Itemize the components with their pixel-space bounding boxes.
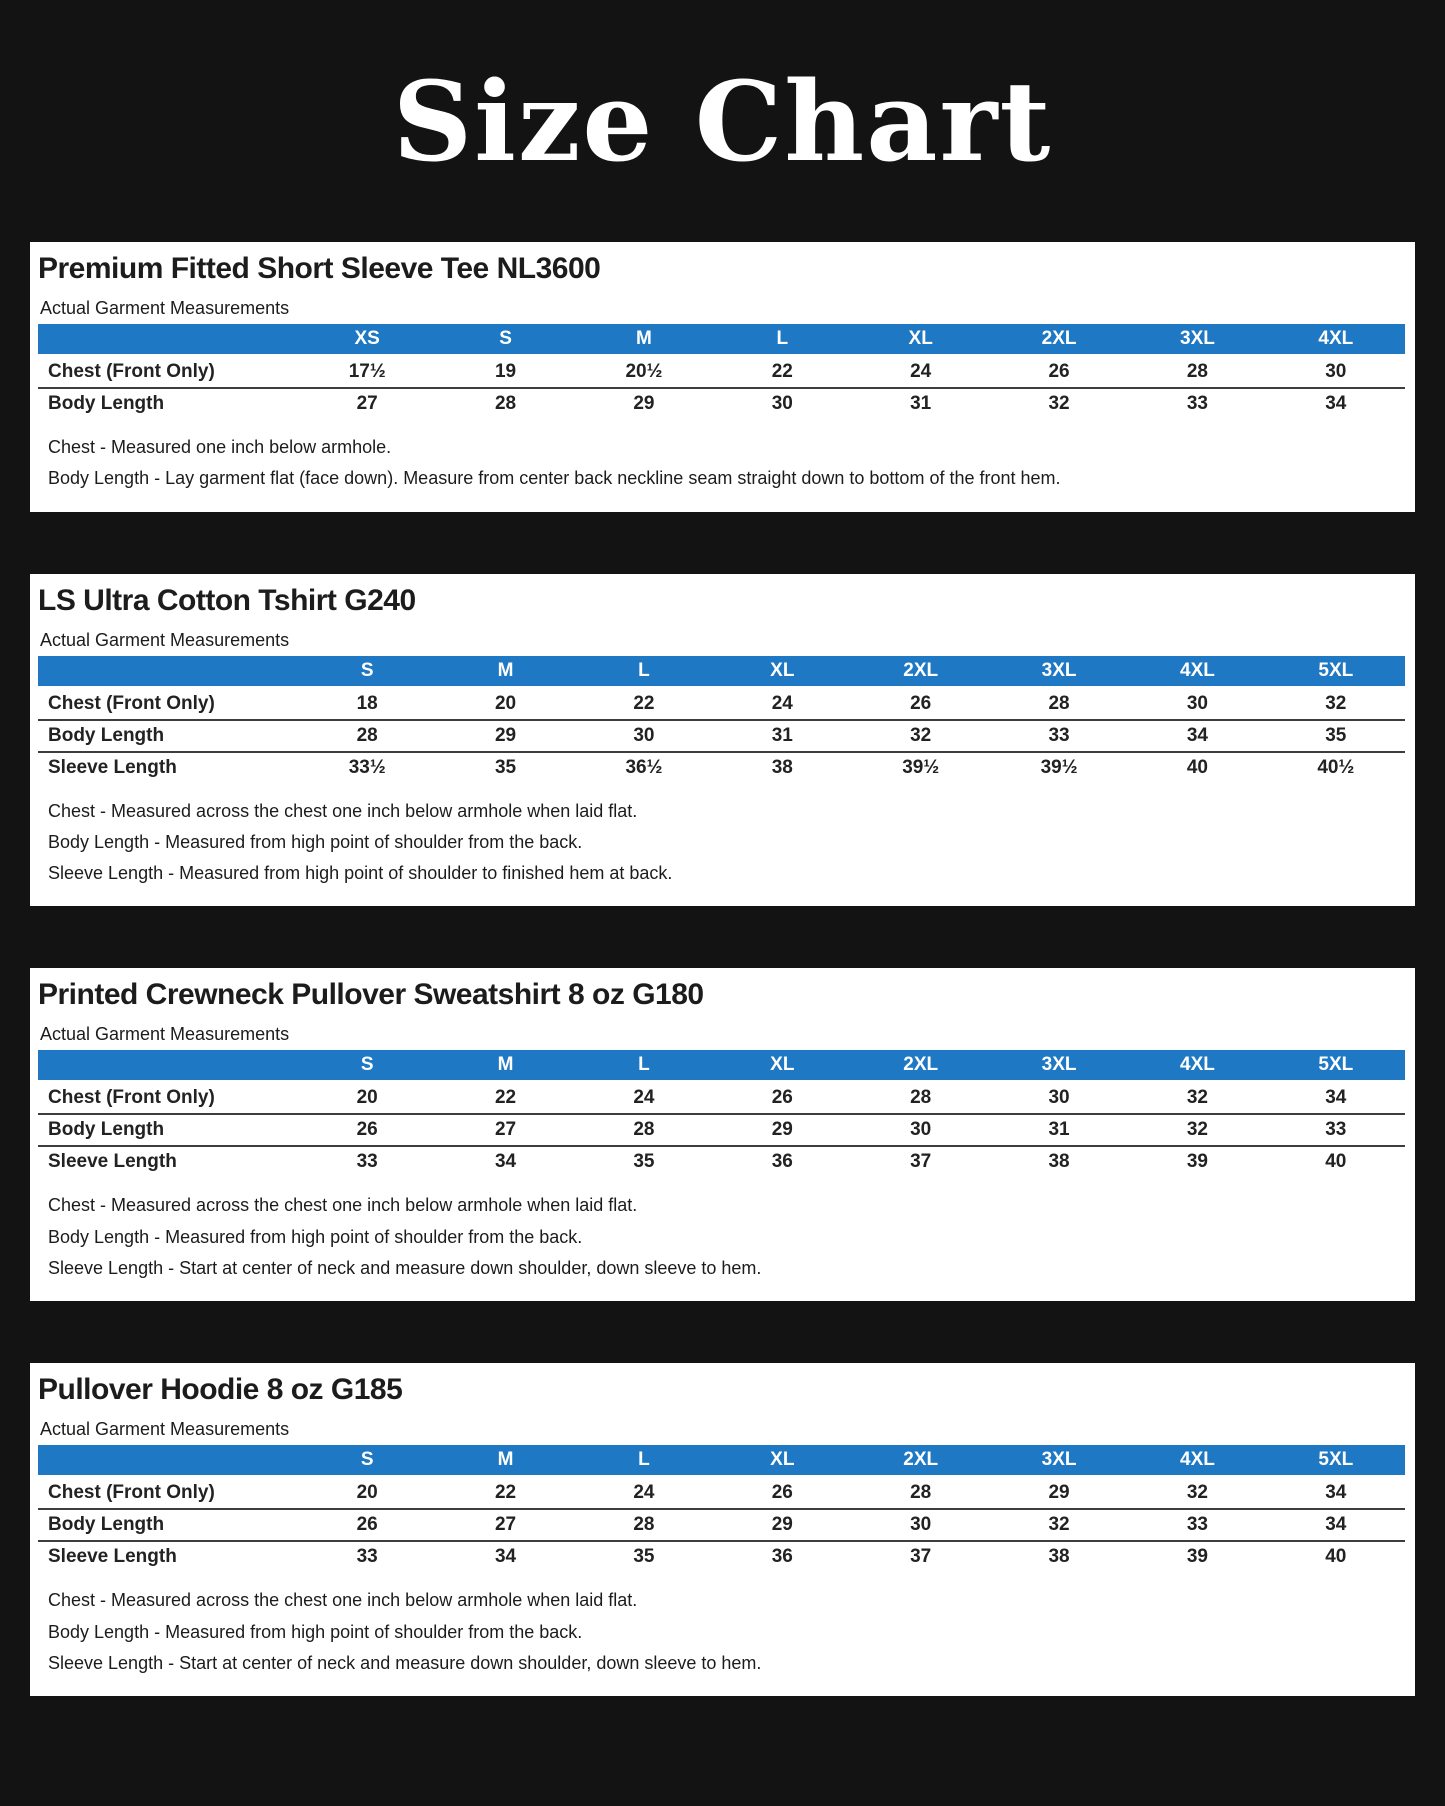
- measurement-value: 28: [1048, 692, 1070, 714]
- size-table-head: [38, 656, 1405, 688]
- measurement-value: 20½: [625, 361, 663, 382]
- size-column-header: 5XL: [1267, 1445, 1405, 1477]
- measurement-value: 18: [356, 692, 378, 714]
- measurement-value: 34: [1325, 1482, 1347, 1504]
- measurement-value: 32: [1186, 1087, 1208, 1109]
- garment-title: Pullover Hoodie 8 oz G185: [38, 1373, 403, 1407]
- measurement-note: Chest - Measured across the chest one inch below armhole when laid flat.: [48, 1195, 638, 1216]
- size-column-header: XL: [713, 1445, 851, 1477]
- size-column-header: M: [436, 1445, 574, 1477]
- measurement-row: [38, 687, 1405, 720]
- measurement-value: 28: [436, 388, 574, 419]
- size-table-body: [38, 1082, 1405, 1178]
- measurement-note: Body Length - Lay garment flat (face down). Measure from center back neckline seam straight down to bottom of the front hem.: [48, 468, 1061, 489]
- size-header-spacer: [38, 1050, 298, 1082]
- measurement-value: 30: [1048, 1087, 1070, 1109]
- measurement-value: 28: [298, 720, 436, 752]
- size-table: [38, 1050, 1405, 1177]
- measurement-row-label: Sleeve Length: [38, 1541, 298, 1572]
- measurement-notes: [48, 1588, 1405, 1675]
- measurements-subtitle: Actual Garment Measurements: [40, 298, 290, 318]
- measurement-value: 32: [852, 720, 990, 752]
- measurement-value: 31: [990, 1114, 1128, 1146]
- measurement-value: 38: [990, 1541, 1128, 1572]
- measurement-value: 40: [1267, 1146, 1405, 1177]
- measurement-value: 40½: [1267, 752, 1405, 783]
- size-column-header: S: [298, 1445, 436, 1477]
- measurement-row-label: Sleeve Length: [38, 1146, 298, 1177]
- measurement-value: 24: [771, 692, 793, 714]
- size-column-header: 2XL: [852, 1050, 990, 1082]
- measurement-note: Sleeve Length - Measured from high point of shoulder to finished hem at back.: [48, 863, 673, 884]
- measurement-value: 39½: [852, 752, 990, 783]
- measurement-row: [38, 1146, 1405, 1177]
- measurement-value: 35: [575, 1146, 713, 1177]
- measurement-row: [38, 1477, 1405, 1510]
- measurement-value: 28: [575, 1114, 713, 1146]
- measurement-value: 26: [771, 1482, 793, 1504]
- measurement-value: 33: [298, 1146, 436, 1177]
- size-column-header: S: [436, 324, 574, 356]
- measurement-value: 31: [852, 388, 990, 419]
- measurement-value: 19: [494, 361, 517, 382]
- measurement-value: 36½: [575, 752, 713, 783]
- size-column-header: 3XL: [990, 1050, 1128, 1082]
- measurement-value: 20: [494, 692, 517, 714]
- measurement-row: [38, 388, 1405, 419]
- measurements-subtitle: Actual Garment Measurements: [40, 629, 290, 650]
- measurement-value: 38: [990, 1146, 1128, 1177]
- measurement-value: 26: [771, 1087, 793, 1109]
- measurement-value: 27: [436, 1114, 574, 1146]
- measurement-value: 33½: [298, 752, 436, 783]
- measurement-value: 33: [990, 720, 1128, 752]
- size-column-header: 4XL: [1128, 656, 1266, 688]
- measurement-value: 22: [494, 1087, 517, 1109]
- size-column-header: 5XL: [1267, 656, 1405, 688]
- garment-title: LS Ultra Cotton Tshirt G240: [38, 583, 416, 617]
- measurement-value: 29: [436, 720, 574, 752]
- measurement-value: 36: [713, 1541, 851, 1572]
- measurement-value: 30: [852, 1509, 990, 1541]
- size-table-body: [38, 356, 1405, 420]
- panels-container: [0, 242, 1445, 1696]
- measurement-value: 30: [1186, 692, 1208, 714]
- measurement-value: 34: [1267, 388, 1405, 419]
- size-column-header: XS: [298, 324, 436, 356]
- size-column-header: L: [575, 1445, 713, 1477]
- measurement-value: 27: [298, 388, 436, 419]
- size-column-header: L: [713, 324, 851, 356]
- size-column-header: 2XL: [852, 656, 990, 688]
- measurement-value: 22: [771, 361, 793, 382]
- garment-title: Printed Crewneck Pullover Sweatshirt 8 oz G180: [38, 978, 704, 1012]
- measurement-value: 29: [575, 388, 713, 419]
- size-column-header: XL: [852, 324, 990, 356]
- size-table-panel: [30, 1363, 1415, 1696]
- measurement-value: 37: [852, 1146, 990, 1177]
- size-column-header: L: [575, 1050, 713, 1082]
- measurement-value: 26: [298, 1114, 436, 1146]
- measurement-value: 33: [1267, 1114, 1405, 1146]
- size-table: [38, 1445, 1405, 1572]
- measurement-value: 33: [1128, 388, 1266, 419]
- measurement-row-label: Sleeve Length: [38, 752, 298, 783]
- size-table-body: [38, 687, 1405, 783]
- size-table-panel: [30, 968, 1415, 1301]
- size-column-header: 5XL: [1267, 1050, 1405, 1082]
- size-column-header: 4XL: [1267, 324, 1405, 356]
- measurement-note: Body Length - Measured from high point of shoulder from the back.: [48, 1226, 583, 1247]
- size-header-row: [38, 1445, 1405, 1477]
- size-header-row: [38, 324, 1405, 356]
- measurement-value: 40: [1128, 752, 1266, 783]
- measurement-value: 35: [575, 1541, 713, 1572]
- measurement-value: 28: [575, 1509, 713, 1541]
- measurement-value: 32: [1186, 1482, 1208, 1504]
- measurement-note: Chest - Measured across the chest one inch below armhole when laid flat.: [48, 800, 638, 821]
- measurement-value: 22: [494, 1482, 517, 1504]
- size-column-header: 4XL: [1128, 1445, 1266, 1477]
- measurement-row: [38, 1541, 1405, 1572]
- measurement-value: 32: [1325, 692, 1347, 714]
- size-column-header: 3XL: [1128, 324, 1266, 356]
- measurement-value: 26: [1048, 361, 1070, 382]
- measurements-subtitle: Actual Garment Measurements: [40, 1024, 290, 1045]
- size-table: [38, 324, 1405, 419]
- measurement-notes: [48, 435, 1405, 491]
- measurement-row-label: Body Length: [38, 1114, 298, 1146]
- size-table-panel: [30, 242, 1415, 512]
- measurement-value: 28: [1186, 361, 1208, 382]
- measurement-value: 27: [436, 1509, 574, 1541]
- measurement-value: 32: [990, 1509, 1128, 1541]
- size-column-header: 4XL: [1128, 1050, 1266, 1082]
- measurement-value: 34: [1325, 1087, 1347, 1109]
- measurement-value: 34: [1128, 720, 1266, 752]
- size-column-header: 3XL: [990, 656, 1128, 688]
- measurement-value: 39: [1128, 1146, 1266, 1177]
- measurement-value: 28: [910, 1087, 932, 1109]
- measurement-value: 30: [713, 388, 851, 419]
- size-header-row: [38, 656, 1405, 688]
- size-column-header: 2XL: [852, 1445, 990, 1477]
- measurement-value: 24: [633, 1482, 655, 1504]
- measurement-note: Body Length - Measured from high point of shoulder from the back.: [48, 831, 583, 852]
- size-table-panel: [30, 574, 1415, 907]
- measurement-row-label: Body Length: [38, 720, 298, 752]
- measurement-value: 33: [298, 1541, 436, 1572]
- measurement-value: 24: [910, 361, 932, 382]
- size-column-header: M: [436, 1050, 574, 1082]
- measurement-value: 37: [852, 1541, 990, 1572]
- measurement-row-label: Chest (Front Only): [48, 1482, 215, 1504]
- size-table-body: [38, 1477, 1405, 1573]
- garment-title: Premium Fitted Short Sleeve Tee NL3600: [38, 252, 601, 285]
- measurement-value: 39: [1128, 1541, 1266, 1572]
- measurement-value: 29: [713, 1509, 851, 1541]
- measurement-value: 24: [633, 1087, 655, 1109]
- measurement-value: 30: [575, 720, 713, 752]
- measurement-row: [38, 356, 1405, 389]
- size-column-header: S: [298, 1050, 436, 1082]
- measurement-value: 22: [633, 692, 655, 714]
- measurement-row: [38, 720, 1405, 752]
- measurement-row-label: Chest (Front Only): [48, 1087, 215, 1109]
- size-column-header: L: [575, 656, 713, 688]
- size-header-spacer: [38, 1445, 298, 1477]
- measurement-value: 39½: [990, 752, 1128, 783]
- page-title: Size Chart: [392, 56, 1053, 186]
- size-column-header: 2XL: [990, 324, 1128, 356]
- measurement-note: Chest - Measured one inch below armhole.: [48, 437, 392, 457]
- measurements-subtitle: Actual Garment Measurements: [40, 1419, 290, 1440]
- measurement-value: 30: [852, 1114, 990, 1146]
- measurement-value: 30: [1325, 361, 1347, 382]
- measurement-value: 32: [1128, 1114, 1266, 1146]
- size-column-header: 3XL: [990, 1445, 1128, 1477]
- size-table: [38, 656, 1405, 783]
- measurement-value: 29: [1048, 1482, 1070, 1504]
- measurement-value: 35: [436, 752, 574, 783]
- measurement-value: 34: [436, 1146, 574, 1177]
- measurement-value: 34: [436, 1541, 574, 1572]
- measurement-value: 38: [713, 752, 851, 783]
- measurement-row: [38, 1509, 1405, 1541]
- size-table-head: [38, 1050, 1405, 1082]
- size-header-spacer: [38, 324, 298, 356]
- size-header-row: [38, 1050, 1405, 1082]
- measurement-value: 31: [713, 720, 851, 752]
- measurement-value: 20: [356, 1087, 378, 1109]
- measurement-row-label: Body Length: [38, 388, 298, 419]
- measurement-value: 40: [1267, 1541, 1405, 1572]
- measurement-row-label: Chest (Front Only): [48, 361, 215, 382]
- page-header: [0, 0, 1445, 242]
- measurement-value: 26: [298, 1509, 436, 1541]
- measurement-row: [38, 752, 1405, 783]
- measurement-row: [38, 1114, 1405, 1146]
- size-column-header: XL: [713, 656, 851, 688]
- measurement-notes: [48, 799, 1405, 886]
- measurement-value: 26: [910, 692, 932, 714]
- measurement-value: 35: [1267, 720, 1405, 752]
- measurement-note: Sleeve Length - Start at center of neck and measure down shoulder, down sleeve to hem.: [48, 1652, 762, 1673]
- measurement-row-label: Body Length: [38, 1509, 298, 1541]
- measurement-note: Sleeve Length - Start at center of neck and measure down shoulder, down sleeve to hem.: [48, 1258, 762, 1279]
- measurement-value: 34: [1267, 1509, 1405, 1541]
- size-column-header: M: [436, 656, 574, 688]
- measurement-note: Chest - Measured across the chest one inch below armhole when laid flat.: [48, 1590, 638, 1611]
- size-header-spacer: [38, 656, 298, 688]
- measurement-row-label: Chest (Front Only): [48, 692, 215, 714]
- measurement-value: 32: [990, 388, 1128, 419]
- measurement-value: 33: [1128, 1509, 1266, 1541]
- size-column-header: S: [298, 656, 436, 688]
- measurement-value: 17½: [348, 361, 386, 382]
- measurement-row: [38, 1082, 1405, 1115]
- measurement-note: Body Length - Measured from high point of shoulder from the back.: [48, 1621, 583, 1642]
- size-column-header: M: [575, 324, 713, 356]
- measurement-value: 20: [356, 1482, 378, 1504]
- size-table-head: [38, 1445, 1405, 1477]
- measurement-notes: [48, 1193, 1405, 1280]
- size-column-header: XL: [713, 1050, 851, 1082]
- measurement-value: 29: [713, 1114, 851, 1146]
- measurement-value: 28: [910, 1482, 932, 1504]
- measurement-value: 36: [713, 1146, 851, 1177]
- size-table-head: [38, 324, 1405, 356]
